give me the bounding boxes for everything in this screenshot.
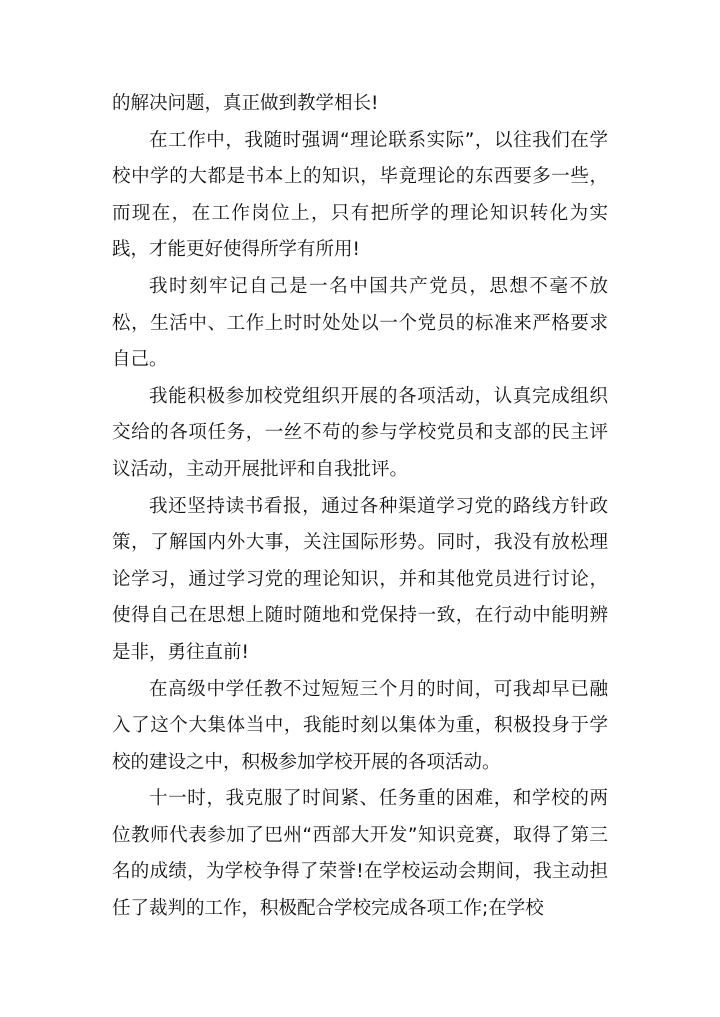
paragraph-3: 我时刻牢记自己是一名中国共产党员，思想不毫不放松，生活中、工作上时时处处以一个党员的标准来严格要求自己。 [112, 275, 608, 371]
paragraph-4: 我能积极参加校党组织开展的各项活动，认真完成组织交给的各项任务，一丝不苟的参与学校党员和支部的民主评议活动，主动开展批评和自我批评。 [112, 385, 608, 480]
paragraph-2: 在工作中，我随时强调“理论联系实际”，以往我们在学校中学的大都是书本上的知识，毕竟理论的东西要多一些，而现在，在工作岗位上，只有把所学的理论知识转化为实践，才能更好使得所学有所用! [112, 129, 608, 261]
paragraph-6: 在高级中学任教不过短短三个月的时间，可我却早已融入了这个大集体当中，我能时刻以集体为重，积极投身于学校的建设之中，积极参加学校开展的各项活动。 [112, 678, 608, 773]
paragraph-7: 十一时，我克服了时间紧、任务重的困难，和学校的两位教师代表参加了巴州“西部大开发”知识竞赛，取得了第三名的成绩，为学校争得了荣誉!在学校运动会期间，我主动担任了裁判的工作，积极配合学校完成各项工作;在学校 [112, 788, 608, 920]
paragraph-1: 的解决问题，真正做到教学相长! [112, 93, 379, 114]
document-body [112, 86, 608, 928]
paragraph-5: 我还坚持读书看报，通过各种渠道学习党的路线方针政策，了解国内外大事，关注国际形势。同时，我没有放松理论学习，通过学习党的理论知识，并和其他党员进行讨论，使得自己在思想上随时随地和党保持一致，在行动中能明辨是非，勇往直前! [112, 495, 608, 663]
